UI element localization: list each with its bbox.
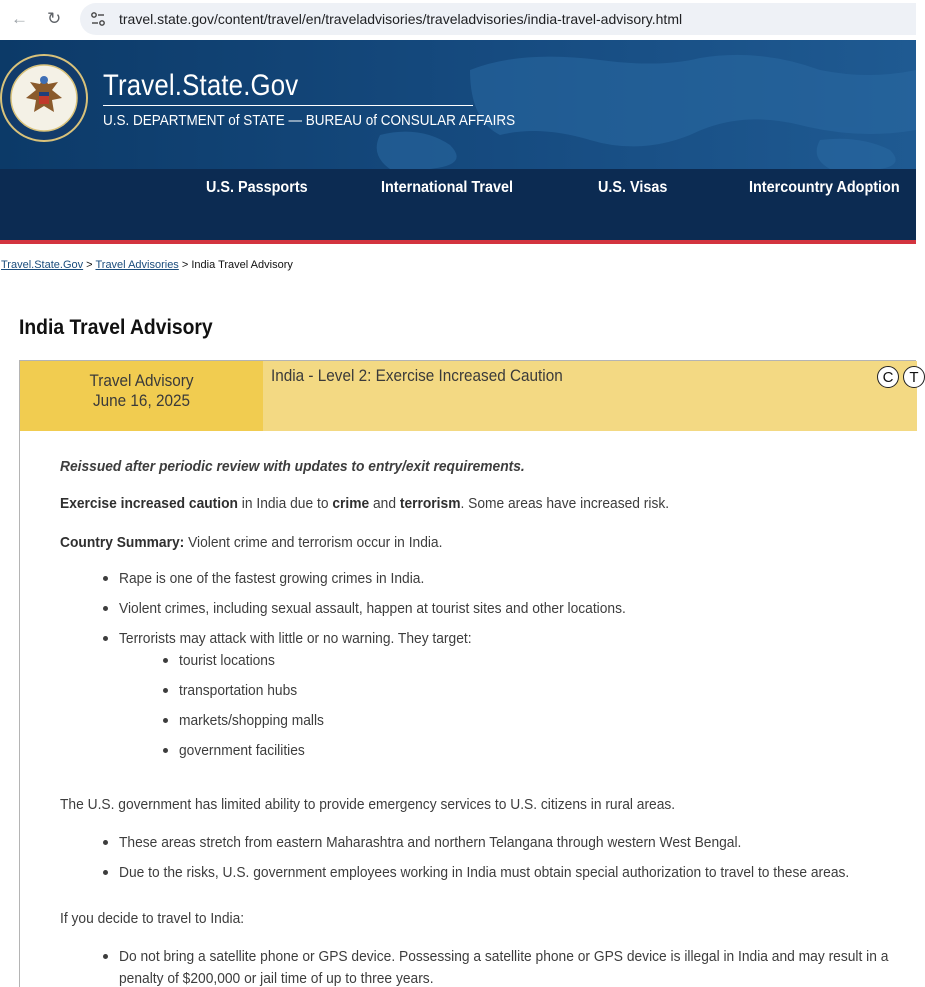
advisory-level-text: India - Level 2: Exercise Increased Caution (271, 366, 563, 385)
main-nav (0, 169, 916, 240)
bullet-dot (163, 658, 168, 663)
address-bar[interactable] (80, 3, 916, 35)
nav-us-visas[interactable]: U.S. Visas (598, 179, 668, 196)
state-department-seal-icon[interactable] (0, 54, 88, 142)
bullet-dot (163, 748, 168, 753)
page-title: India Travel Advisory (19, 316, 213, 339)
list-item: transportation hubs (179, 682, 298, 699)
advisory-level-block (263, 361, 917, 431)
breadcrumb-home-link[interactable]: Travel.State.Gov (1, 259, 84, 271)
travel-decision-paragraph: If you decide to travel to India: (60, 910, 245, 927)
reissued-note: Reissued after periodic review with updates to entry/exit requirements. (60, 458, 525, 475)
bullet-dot (103, 636, 108, 641)
bullet-dot (103, 954, 108, 959)
bullet-dot (163, 688, 168, 693)
site-settings-icon[interactable] (90, 11, 106, 27)
header-accent-line (0, 240, 916, 244)
nav-international-travel[interactable]: International Travel (381, 179, 514, 196)
list-item: Violent crimes, including sexual assault, happen at tourist sites and other locations. (119, 600, 626, 617)
breadcrumb-separator: > (178, 259, 192, 271)
bullet-dot (103, 576, 108, 581)
bullet-dot (103, 606, 108, 611)
caution-paragraph: Exercise increased caution in India due to crime and terrorism. Some areas have increased risk. (60, 495, 670, 512)
site-header (0, 40, 916, 169)
breadcrumb-current: India Travel Advisory (191, 259, 293, 271)
list-item: Terrorists may attack with little or no warning. They target: (119, 630, 472, 647)
site-title[interactable]: Travel.State.Gov (103, 69, 299, 102)
list-item: Rape is one of the fastest growing crimes in India. (119, 570, 425, 587)
list-item: government facilities (179, 742, 305, 759)
breadcrumb-travel-advisories-link[interactable]: Travel Advisories (95, 259, 179, 271)
breadcrumb (1, 259, 293, 271)
terrorism-indicator-button[interactable]: T (903, 366, 925, 388)
advisory-date-label: Travel Advisory (89, 371, 194, 390)
list-item: Due to the risks, U.S. government employees working in India must obtain special authorization to travel to these areas. (119, 864, 850, 881)
list-item: These areas stretch from eastern Maharashtra and northern Telangana through western West Bengal. (119, 834, 742, 851)
reload-icon[interactable]: ↻ (47, 9, 62, 28)
bullet-dot (103, 870, 108, 875)
back-arrow-icon[interactable]: ← (11, 9, 28, 28)
list-item-continuation: penalty of $200,000 or jail time of up to three years. (119, 970, 434, 987)
bullet-dot (163, 718, 168, 723)
advisory-panel (19, 360, 919, 987)
list-item: Do not bring a satellite phone or GPS device. Possessing a satellite phone or GPS device is illegal in India and may result in a (119, 948, 889, 965)
country-summary: Country Summary: Violent crime and terrorism occur in India. (60, 534, 443, 551)
advisory-date: June 16, 2025 (92, 391, 190, 410)
site-subtitle: U.S. DEPARTMENT of STATE — BUREAU of CONSULAR AFFAIRS (103, 112, 516, 129)
url-text[interactable]: travel.state.gov/content/travel/en/traveladvisories/traveladvisories/india-travel-advisory.html (119, 11, 683, 27)
browser-toolbar (0, 0, 916, 40)
title-divider (103, 105, 473, 106)
crime-indicator-button[interactable]: C (877, 366, 899, 388)
rural-areas-paragraph: The U.S. government has limited ability to provide emergency services to U.S. citizens in rural areas. (60, 796, 676, 813)
nav-us-passports[interactable]: U.S. Passports (206, 179, 308, 196)
list-item: tourist locations (179, 652, 275, 669)
bullet-dot (103, 840, 108, 845)
breadcrumb-separator: > (83, 259, 96, 271)
nav-intercountry-adoption[interactable]: Intercountry Adoption (749, 179, 900, 196)
advisory-date-block (20, 361, 263, 431)
list-item: markets/shopping malls (179, 712, 324, 729)
